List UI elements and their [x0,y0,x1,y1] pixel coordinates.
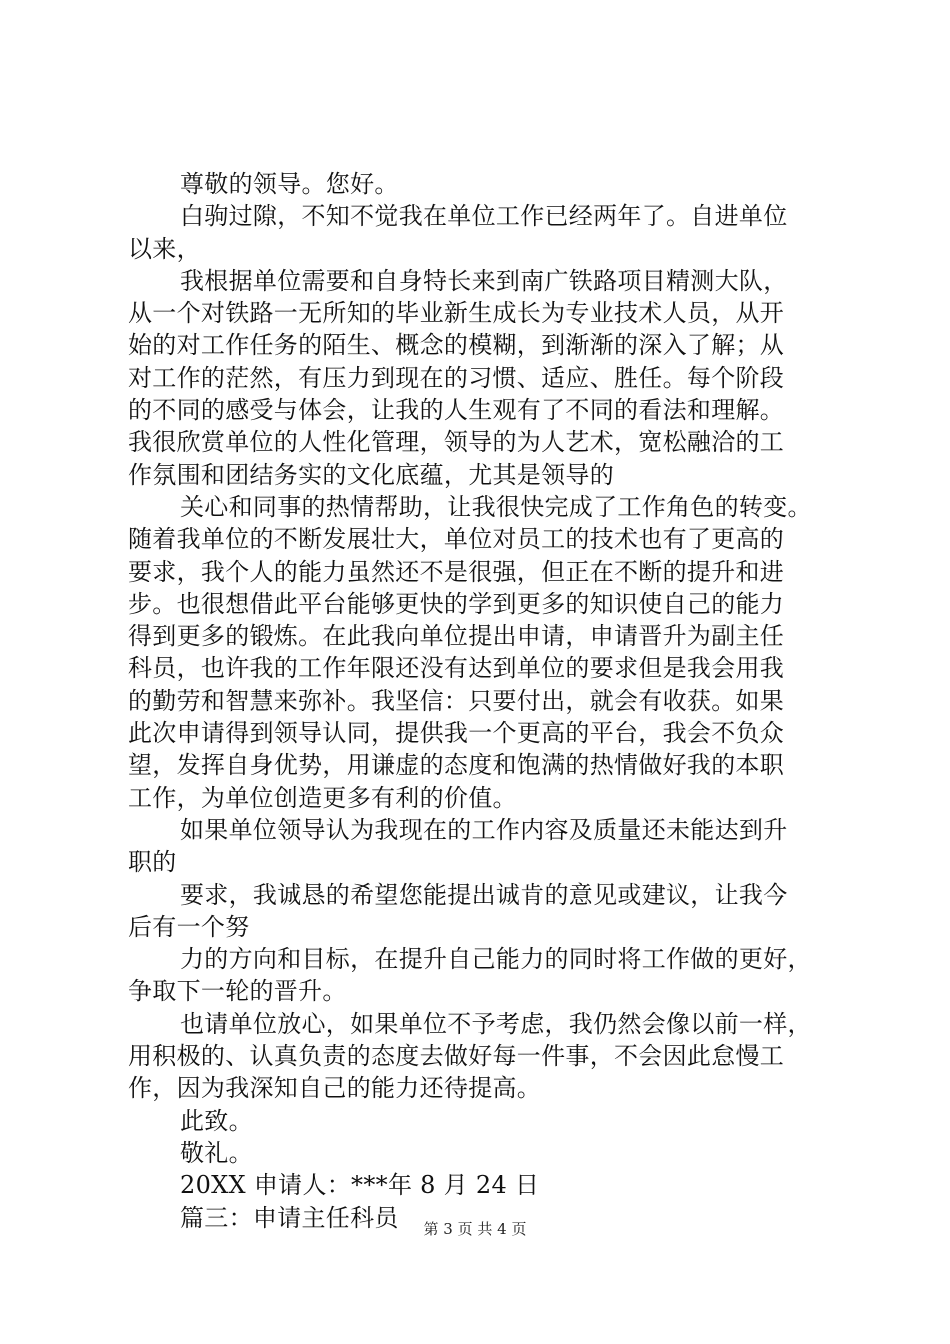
text-line: 力的方向和目标，在提升自己能力的同时将工作做的更好， [180,945,812,974]
text-line: 我很欣赏单位的人性化管理，领导的为人艺术，宽松融洽的工 [128,428,785,457]
text-line: 以来， [128,234,201,263]
document-body [128,168,828,1234]
text-line: 我根据单位需要和自身特长来到南广铁路项目精测大队， [180,266,788,295]
text-line: 用积极的、认真负责的态度去做好每一件事，不会因此怠慢工 [128,1042,785,1071]
text-line: 科员，也许我的工作年限还没有达到单位的要求但是我会用我 [128,654,785,683]
text-line: 始的对工作任务的陌生、概念的模糊，到渐渐的深入了解；从 [128,331,785,360]
text-line: 作氛围和团结务实的文化底蕴，尤其是领导的 [128,460,614,489]
text-line: 从一个对铁路一无所知的毕业新生成长为专业技术人员，从开 [128,299,785,328]
text-line: 争取下一轮的晋升。 [128,977,347,1006]
text-line: 此次申请得到领导认同，提供我一个更高的平台，我会不负众 [128,719,785,748]
text-line: 此致。 [180,1106,253,1135]
text-line: 尊敬的领导。您好。 [180,170,399,198]
text-line: 白驹过隙，不知不觉我在单位工作已经两年了。自进单位 [180,202,788,231]
text-line: 也请单位放心，如果单位不予考虑，我仍然会像以前一样， [180,1009,812,1038]
text-line: 后有一个努 [128,912,250,941]
text-line: 职的 [128,848,177,877]
text-line: 工作，为单位创造更多有利的价值。 [128,783,517,812]
text-line: 的勤劳和智慧来弥补。我坚信：只要付出，就会有收获。如果 [128,686,785,715]
page-footer: 第 3 页 共 4 页 [423,1220,527,1238]
text-line: 得到更多的锻炼。在此我向单位提出申请，申请晋升为副主任 [128,622,785,651]
text-line: 对工作的茫然，有压力到现在的习惯、适应、胜任。每个阶段 [128,363,785,392]
text-line: 步。也很想借此平台能够更快的学到更多的知识使自己的能力 [128,589,785,618]
text-line: 关心和同事的热情帮助，让我很快完成了工作角色的转变。 [180,492,812,521]
text-line: 20XX 申请人：***年 8 月 24 日 [180,1171,540,1200]
text-line: 要求，我诚恳的希望您能提出诚肯的意见或建议，让我今 [180,880,788,909]
text-line: 如果单位领导认为我现在的工作内容及质量还未能达到升 [180,815,788,844]
text-line: 要求，我个人的能力虽然还不是很强，但正在不断的提升和进 [128,557,785,586]
text-line: 随着我单位的不断发展壮大，单位对员工的技术也有了更高的 [128,525,785,554]
text-line: 望，发挥自身优势，用谦虚的态度和饱满的热情做好我的本职 [128,751,785,780]
text-line: 的不同的感受与体会，让我的人生观有了不同的看法和理解。 [128,396,785,425]
text-line: 敬礼。 [180,1138,253,1167]
text-line: 作，因为我深知自己的能力还待提高。 [128,1074,542,1103]
text-line: 篇三：申请主任科员 [180,1203,399,1232]
